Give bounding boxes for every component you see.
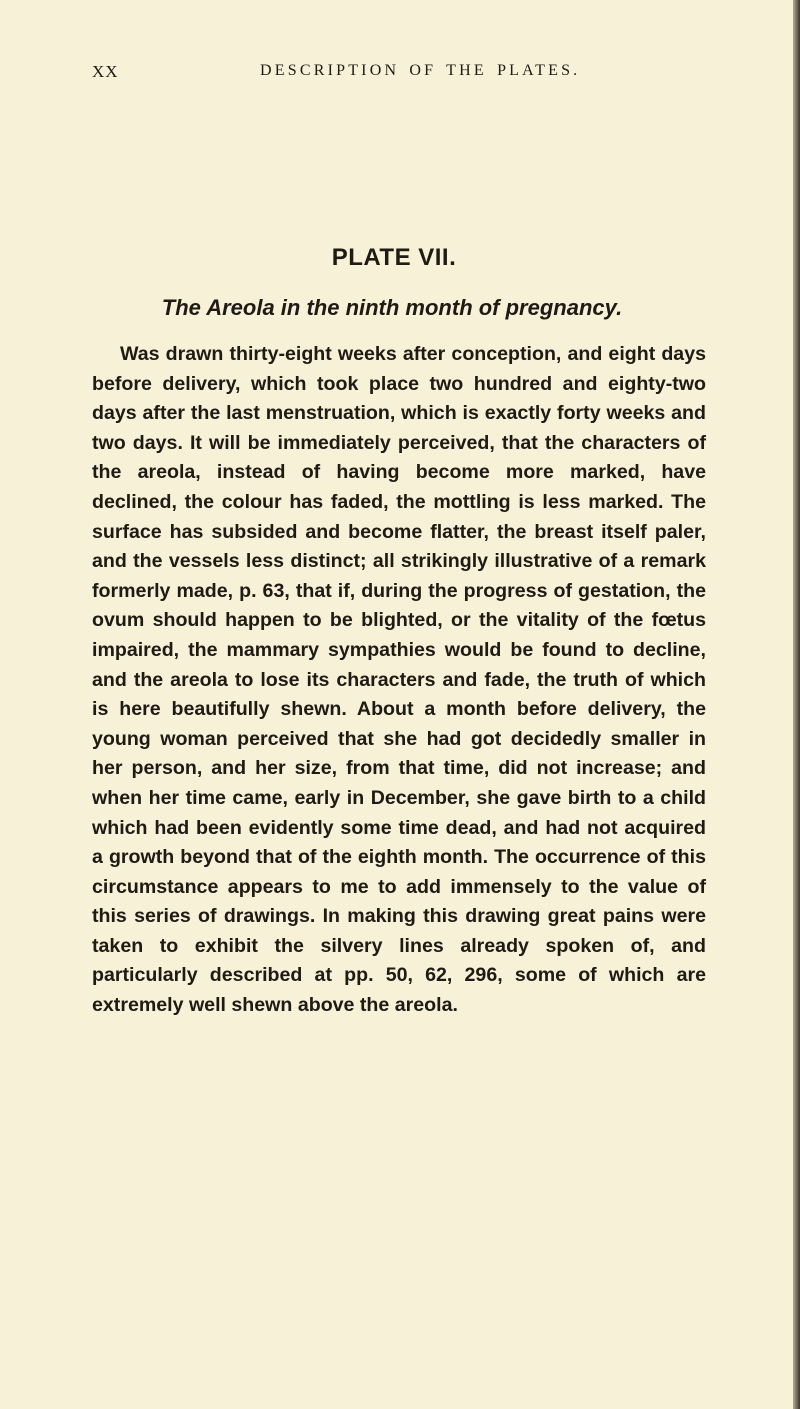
plate-subtitle: The Areola in the ninth month of pregnancy. [161,295,623,321]
body-paragraph: Was drawn thirty-eight weeks after conception, and eight days before delivery, which took place two hundred and eighty-two days after the last menstruation, which is exactly forty weeks and two days. It will be immediately perceived, that the characters of the areola, instead of having become more marked, have declined, the colour has faded, the mottling is less marked. The surface has subsided and become flatter, the breast itself paler, and the vessels less distinct; all strikingly illustrative of a remark formerly made, p. 63, that if, during the progress of gestation, the ovum should happen to be blighted, or the vitality of the fœtus impaired, the mammary sympathies would be found to decline, and the areola to lose its characters and fade, the truth of which is here beautifully shewn. About a month before delivery, the young woman perceived that she had got decidedly smaller in her person, and her size, from that time, did not increase; and when her time came, early in December, she gave birth to a child which had been evidently some time dead, and had not acquired a growth beyond that of the eighth month. The occurrence of this circumstance appears to me to add immensely to the value of this series of drawings. In making this drawing great pains were taken to exhibit the silvery lines already spoken of, and particularly described at pp. 50, 62, 296, some of which are extremely well shewn above the areola. [92,343,706,1017]
running-title: DESCRIPTION OF THE PLATES. [260,62,581,79]
running-head [0,62,800,86]
page-edge-shadow [793,0,800,1409]
plate-heading: PLATE VII. [331,244,457,272]
page-number: XX [92,62,119,81]
